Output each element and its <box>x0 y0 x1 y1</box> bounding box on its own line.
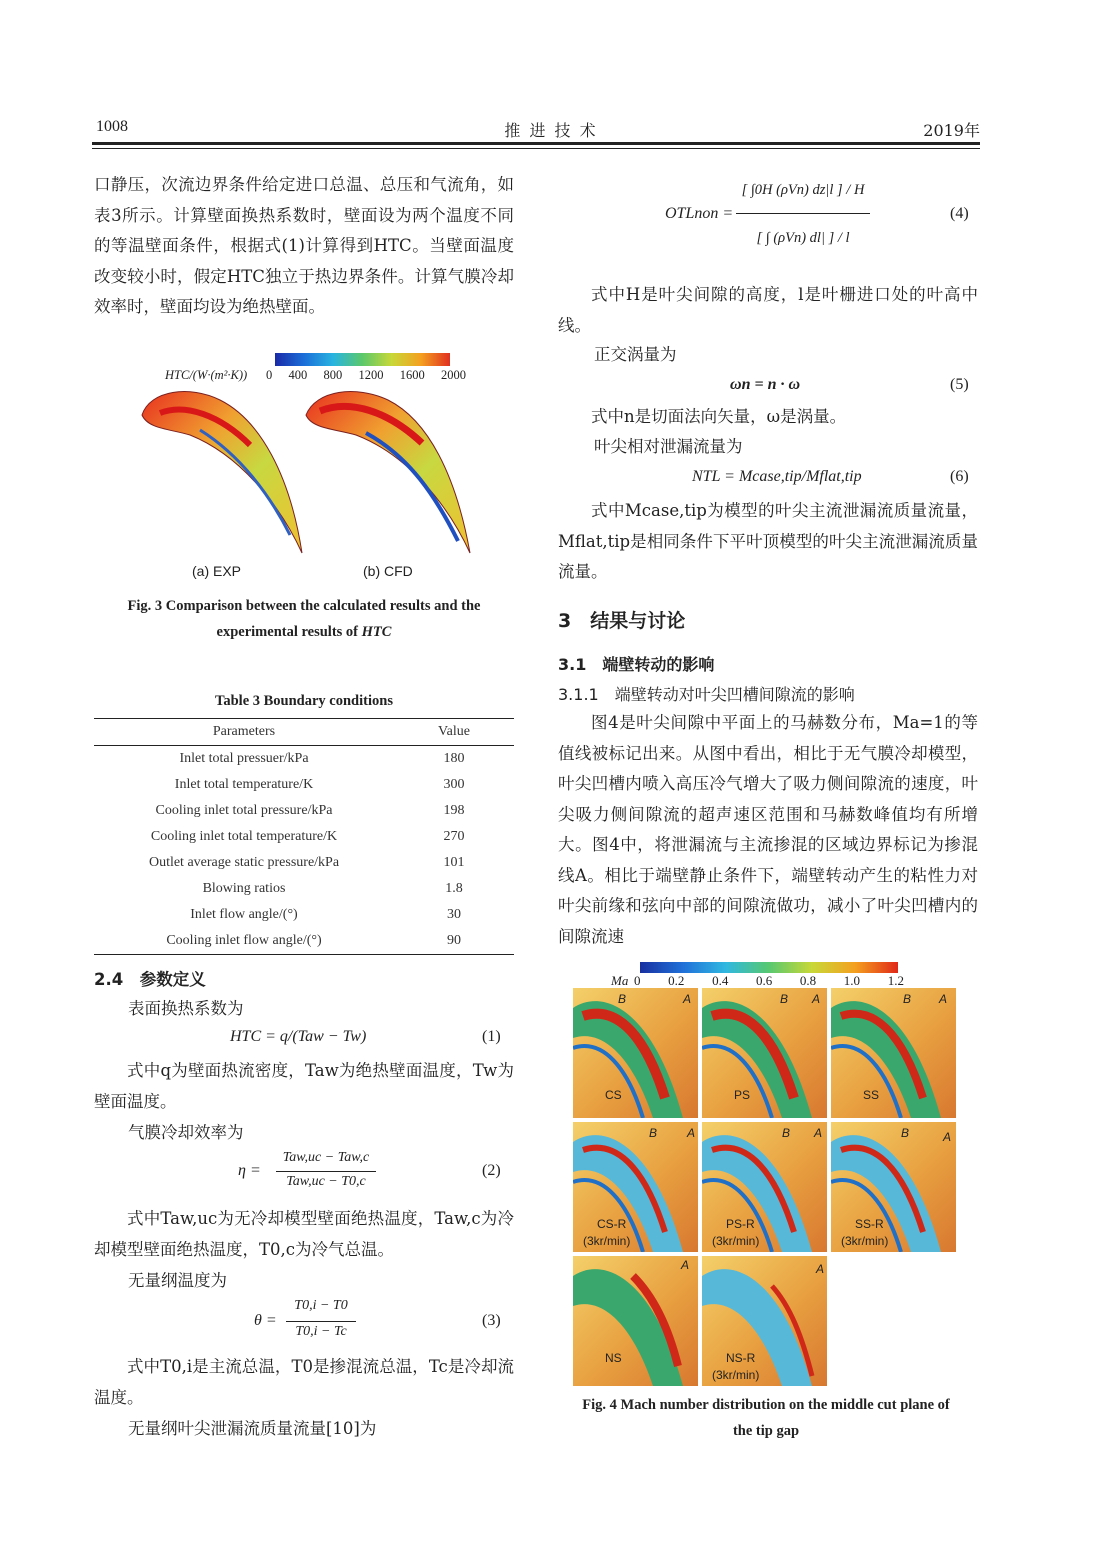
fig3-colorbar <box>275 353 450 366</box>
param-cell: Cooling inlet flow angle/(°) <box>166 933 322 948</box>
table-row <box>94 746 514 773</box>
equation-2-lhs: η = <box>238 1162 261 1179</box>
mark-b: B <box>649 1126 658 1140</box>
value-cell: 300 <box>443 777 465 792</box>
fig3-exp-blade <box>142 392 302 553</box>
fig4-panel-label: CS-R <box>597 1217 627 1231</box>
fig4-panel-ps <box>702 988 827 1118</box>
fig4-tick: 1.2 <box>887 973 904 988</box>
value-cell: 270 <box>443 829 465 844</box>
equation-1: HTC = q/(Taw − Tw) <box>230 1028 367 1045</box>
fig3-tick: 2000 <box>441 368 466 382</box>
equation-3-number: (3) <box>482 1312 501 1329</box>
fig4-panel-ss <box>831 988 956 1118</box>
equation-1-description: 式中q为壁面热流密度，Taw为绝热壁面温度，Tw为壁面温度。 <box>94 1061 514 1111</box>
fig4-panel-label: NS-R <box>726 1351 756 1365</box>
equation-6: NTL = Mcase,tip/Mflat,tip <box>692 468 862 485</box>
ntl-intro: 叶尖相对泄漏流量为 <box>594 437 743 456</box>
equation-4-description: 式中H是叶尖间隙的高度，l是叶栅进口处的叶高中线。 <box>558 285 978 335</box>
fig3-tick: 400 <box>288 368 308 382</box>
mark-a: A <box>687 1126 696 1140</box>
fig3-colorbar-ticks <box>266 368 466 383</box>
eta-intro: 气膜冷却效率为 <box>128 1123 244 1142</box>
mark-b: B <box>618 992 627 1006</box>
mark-b: B <box>901 1126 910 1140</box>
fig4-panel-label: CS <box>605 1088 622 1102</box>
fig4-panel-ps-r <box>702 1122 827 1252</box>
mark-a: A <box>816 1262 825 1276</box>
mark-b: B <box>903 992 912 1006</box>
value-cell: 1.8 <box>445 881 463 896</box>
theta-intro: 无量纲温度为 <box>128 1271 227 1290</box>
equation-4-numerator: [ ∫0H (ρVn) dz|l ] / H <box>741 182 865 198</box>
table-row <box>94 824 514 850</box>
section-3-heading: 3 结果与讨论 <box>558 610 686 632</box>
mark-a: A <box>939 992 948 1006</box>
equation-3-lhs: θ = <box>254 1312 277 1329</box>
value-cell: 180 <box>443 751 465 766</box>
fig4-panel-sublabel: (3kr/min) <box>712 1368 760 1382</box>
table-row <box>94 928 514 955</box>
value-cell: 30 <box>447 907 461 922</box>
table-row <box>94 876 514 902</box>
section-2-4-heading: 2.4 参数定义 <box>94 970 206 989</box>
mark-a: A <box>943 1130 952 1144</box>
fig4-tick: 0 <box>634 973 641 988</box>
value-cell: 198 <box>443 803 465 818</box>
table-row <box>94 772 514 798</box>
table-row <box>94 850 514 876</box>
fig3-caption-italic: HTC <box>361 624 392 640</box>
fig4-tick: 0.4 <box>712 973 729 988</box>
mark-b: B <box>780 992 789 1006</box>
mark-a: A <box>681 1258 690 1272</box>
htc-intro: 表面换热系数为 <box>128 999 244 1018</box>
param-cell: Outlet average static pressure/kPa <box>148 855 340 870</box>
equation-4-fraction-bar <box>736 213 870 214</box>
fig4-tick: 0.8 <box>799 973 817 988</box>
equation-2-fraction-bar <box>276 1171 376 1172</box>
fig3-caption-line1: Fig. 3 Comparison between the calculated results and the <box>127 598 481 614</box>
param-cell: Inlet total temperature/K <box>174 777 314 792</box>
page-number: 1008 <box>96 118 128 135</box>
mark-a: A <box>814 1126 823 1140</box>
fig4-panel-label: SS-R <box>855 1217 884 1231</box>
omega-intro: 正交涡量为 <box>594 345 677 364</box>
fig4-tick: 0.6 <box>755 973 773 988</box>
fig4-colorbar <box>640 962 898 973</box>
fig3-caption-text: experimental results of <box>216 624 362 640</box>
table-row <box>94 798 514 824</box>
param-cell: Inlet flow angle/(°) <box>190 907 298 922</box>
boundary-conditions-table <box>94 718 514 955</box>
fig4-panel-cs-r <box>573 1122 698 1252</box>
table-row <box>94 902 514 928</box>
equation-3-numerator: T0,i − T0 <box>294 1298 348 1313</box>
fig4-panel-sublabel: (3kr/min) <box>841 1234 889 1248</box>
section-3-1-1-heading: 3.1.1 端壁转动对叶尖凹槽间隙流的影响 <box>558 685 855 704</box>
fig4-caption <box>548 1392 984 1444</box>
mark-b: B <box>782 1126 791 1140</box>
equation-1-number: (1) <box>482 1028 501 1045</box>
fig3-caption-line2 <box>94 619 514 645</box>
fig3-sub-a: (a) EXP <box>192 563 242 579</box>
section-3-1-heading: 3.1 端壁转动的影响 <box>558 655 715 674</box>
fig3-blades <box>130 385 480 565</box>
fig4-panel-label: SS <box>863 1088 880 1102</box>
header-rule-thin <box>92 148 980 149</box>
equation-4-number: (4) <box>950 205 969 222</box>
fig4-caption-line2: the tip gap <box>732 1423 800 1439</box>
value-cell: 90 <box>447 933 461 948</box>
fig3-colorbar-label: HTC/(W·(m²·K)) <box>165 368 248 382</box>
header-rule-thick <box>92 142 980 145</box>
fig4-panel-sublabel: (3kr/min) <box>583 1234 631 1248</box>
equation-6-number: (6) <box>950 468 969 485</box>
fig3-tick: 1200 <box>358 368 384 382</box>
year: 2019年 <box>923 121 980 140</box>
fig4-tick: 0.2 <box>668 973 685 988</box>
fig4-panel-sublabel: (3kr/min) <box>712 1234 760 1248</box>
intro-paragraph: 口静压，次流边界条件给定进口总温、总压和气流角，如表3所示。计算壁面换热系数时，壁面设为两个温度不同的等温壁面条件，根据式(1)计算得到HTC。当壁面温度改变较小时，假定HTC独立于热边界条件。计算气膜冷却效率时，壁面均设为绝热壁面。 <box>94 175 514 316</box>
col-header-parameters: Parameters <box>212 724 276 739</box>
fig3-tick: 800 <box>323 368 343 382</box>
param-cell: Cooling inlet total pressure/kPa <box>155 803 333 818</box>
fig4-colorbar-label: Ma <box>611 973 629 988</box>
fig4-tick: 1.0 <box>843 973 861 988</box>
fig3-sub-b: (b) CFD <box>363 563 413 579</box>
table-header-row <box>94 719 514 746</box>
equation-2-description: 式中Taw,uc为无冷却模型壁面绝热温度，Taw,c为冷却模型壁面绝热温度，T0,c为冷气总温。 <box>94 1209 514 1259</box>
equation-2-numerator: Taw,uc − Taw,c <box>282 1150 370 1165</box>
equation-3-denominator: T0,i − Tc <box>295 1324 347 1339</box>
equation-3-description: 式中T0,i是主流总温，T0是掺混流总温，Tc是冷却流温度。 <box>94 1357 514 1407</box>
fig4-caption-line1: Fig. 4 Mach number distribution on the middle cut plane of <box>582 1397 950 1413</box>
equation-2-number: (2) <box>482 1162 501 1179</box>
value-cell: 101 <box>443 855 465 870</box>
equation-3-fraction-bar <box>286 1321 356 1322</box>
equation-5-description: 式中n是切面法向矢量，ω是涡量。 <box>591 407 847 426</box>
fig4-panel-ss-r <box>831 1122 956 1252</box>
param-cell: Inlet total pressuer/kPa <box>179 751 309 766</box>
equation-6-description: 式中Mcase,tip为模型的叶尖主流泄漏流质量流量，Mflat,tip是相同条件下平叶顶模型的叶尖主流泄漏流质量流量。 <box>558 501 978 581</box>
fig4-panel-label: NS <box>605 1351 622 1365</box>
otl-intro: 无量纲叶尖泄漏流质量流量[10]为 <box>128 1419 377 1438</box>
fig3-caption <box>94 593 514 645</box>
fig4-panel-label: PS-R <box>726 1217 755 1231</box>
param-cell: Cooling inlet total temperature/K <box>150 829 338 844</box>
equation-4-lhs: OTLnon = <box>665 205 734 222</box>
fig4-discussion-paragraph: 图4是叶尖间隙中平面上的马赫数分布，Ma=1的等值线被标记出来。从图中看出，相比于无气膜冷却模型，叶尖凹槽内喷入高压冷气增大了吸力侧间隙流的速度，叶尖吸力侧间隙流的超声速区范围和马赫数峰值均有所增大。图4中，将泄漏流与主流掺混的区域边界标记为掺混线A。相比于端壁静止条件下，端壁转动产生的粘性力对叶尖前缘和弦向中部的间隙流做功，减小了叶尖凹槽内的间隙流速 <box>558 713 978 946</box>
journal-name: 推 进 技 术 <box>504 121 598 140</box>
fig4-panel-cs <box>573 988 698 1118</box>
fig3-tick: 1600 <box>399 368 425 382</box>
equation-5: ωn = n · ω <box>730 376 801 393</box>
fig4-panel-ns <box>573 1256 698 1386</box>
equation-2-denominator: Taw,uc − T0,c <box>286 1174 366 1189</box>
mark-a: A <box>812 992 821 1006</box>
mark-a: A <box>683 992 692 1006</box>
table3-title: Table 3 Boundary conditions <box>215 693 393 709</box>
equation-4-denominator: [ ∫ (ρVn) dl| ] / l <box>756 230 850 246</box>
param-cell: Blowing ratios <box>202 881 286 896</box>
fig3-tick: 0 <box>266 368 273 382</box>
fig4-colorbar-ticks <box>634 973 904 989</box>
col-header-value: Value <box>438 724 470 739</box>
fig4-panel-label: PS <box>734 1088 751 1102</box>
fig4-panel-ns-r <box>702 1256 827 1386</box>
equation-5-number: (5) <box>950 376 969 393</box>
